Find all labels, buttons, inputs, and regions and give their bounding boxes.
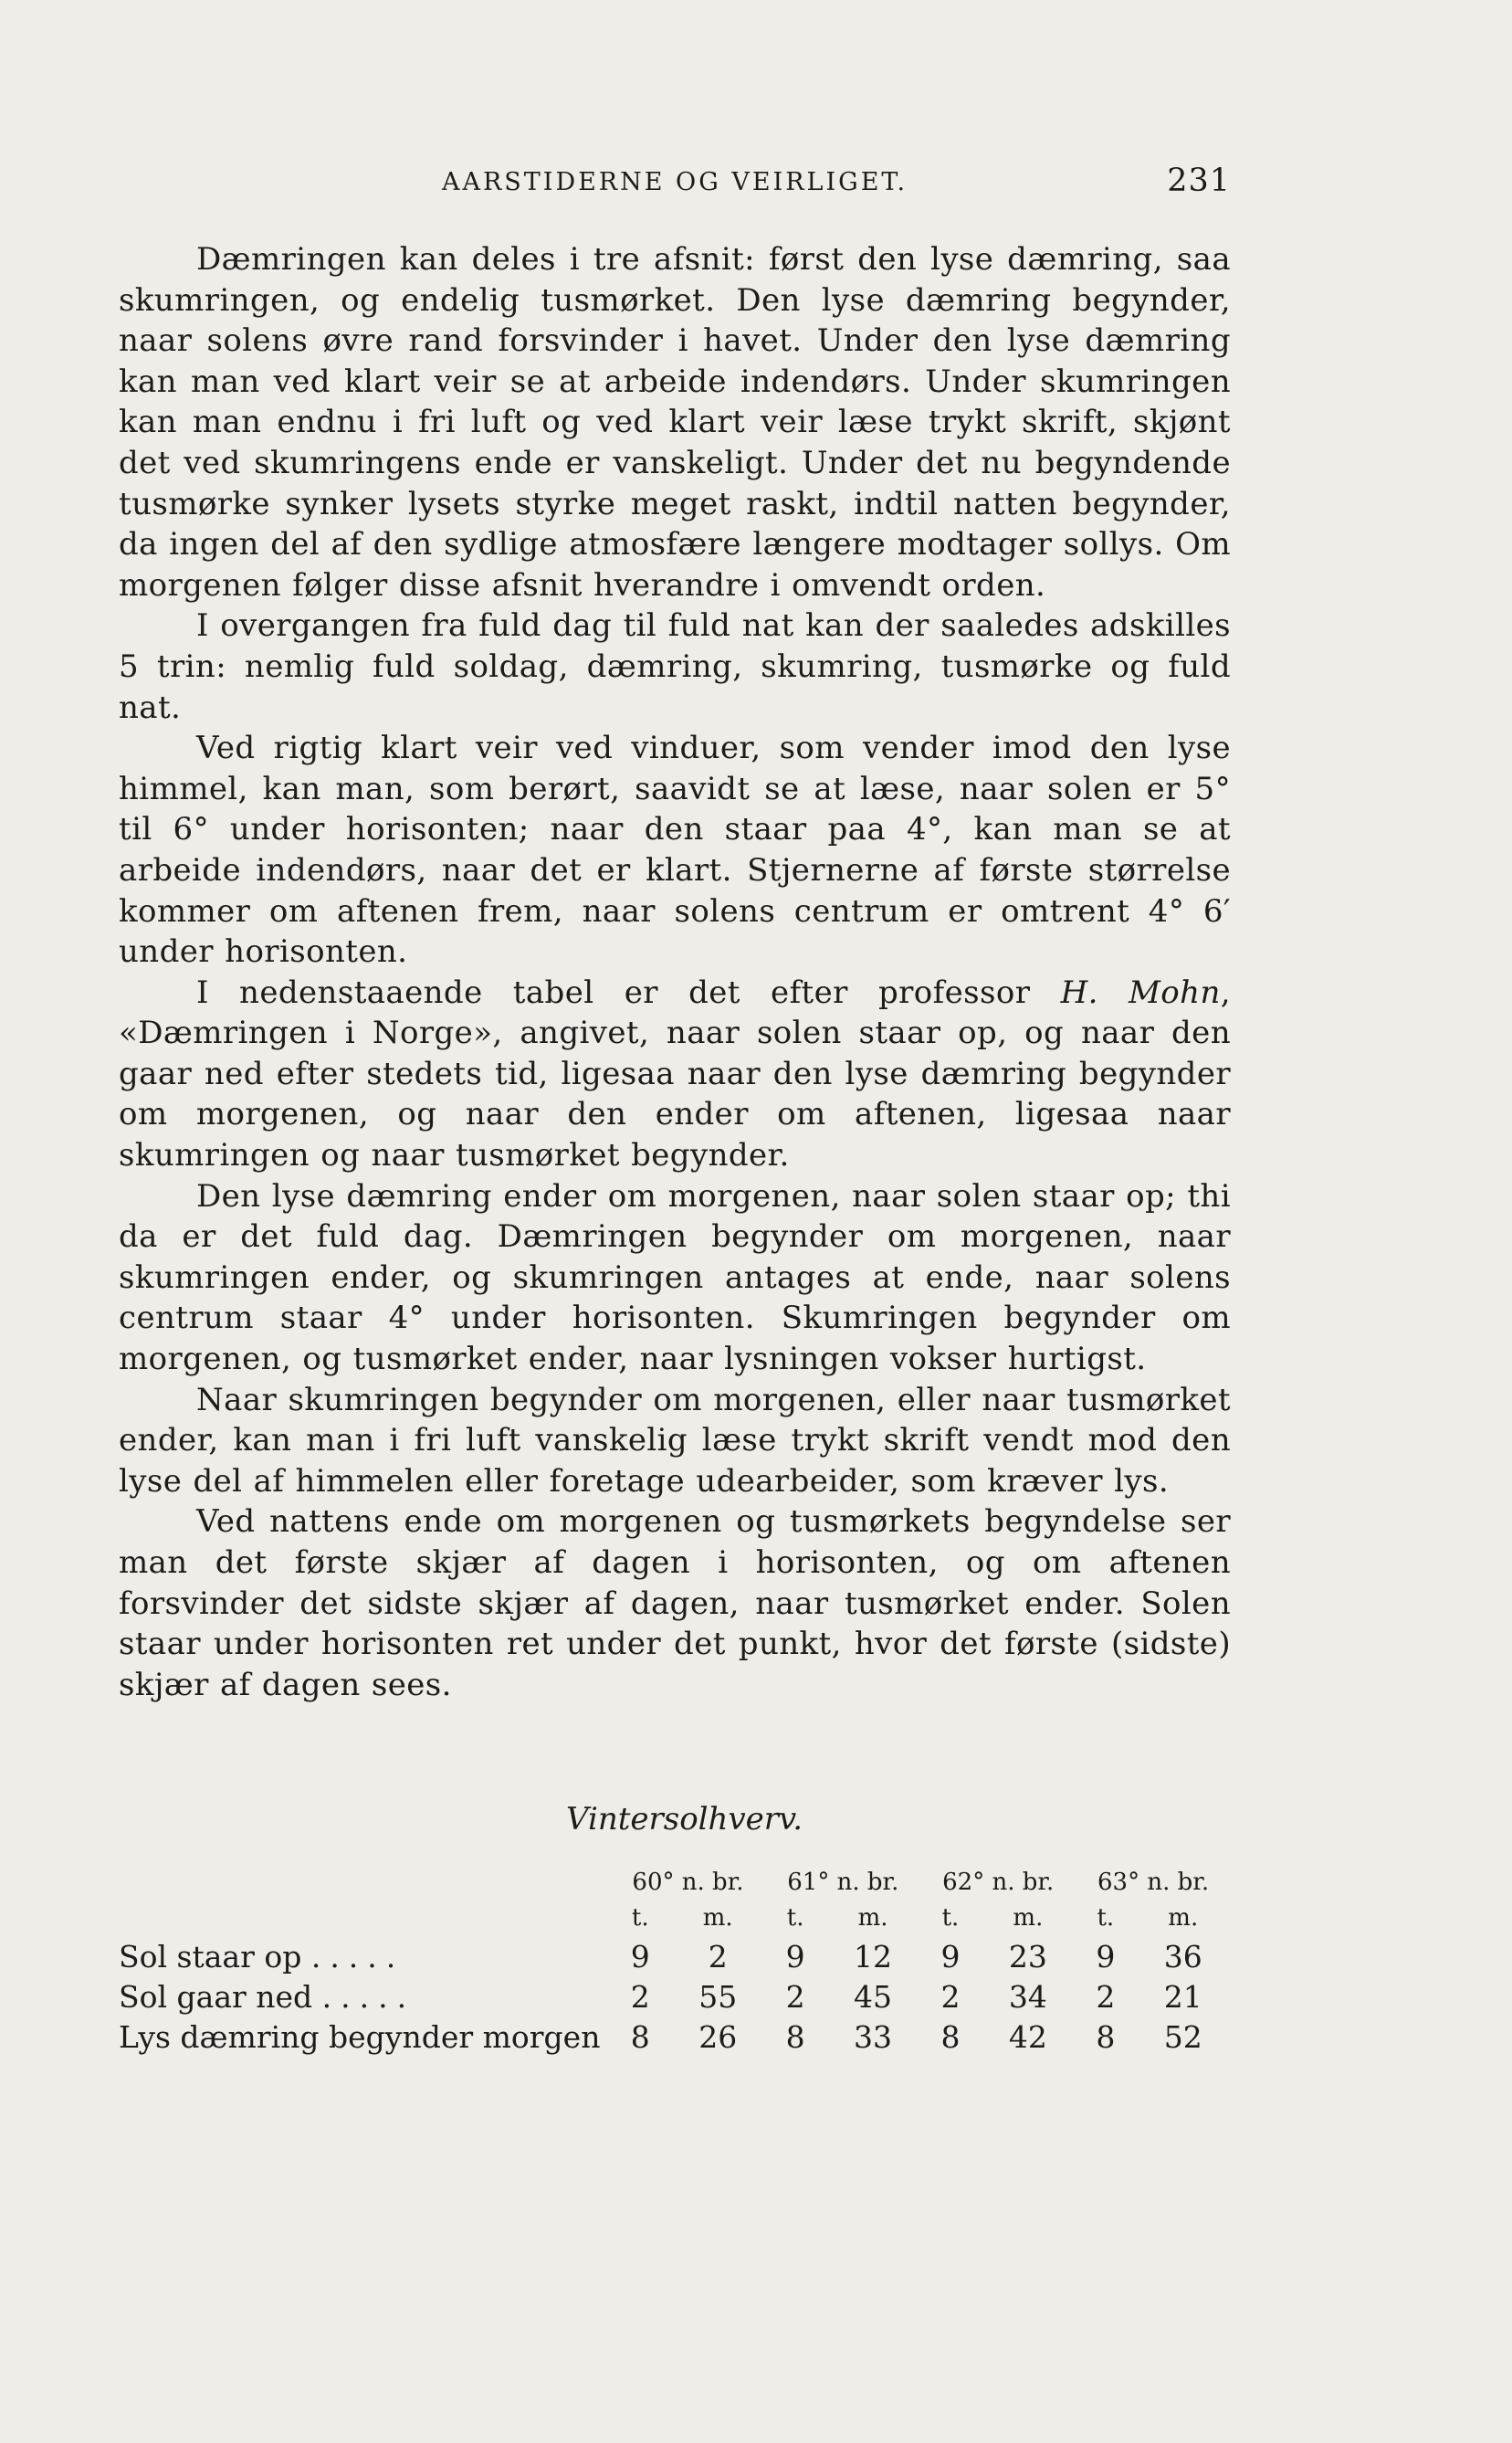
running-head: AARSTIDERNE OG VEIRLIGET. xyxy=(441,168,908,196)
value-minutes: 33 xyxy=(854,2018,893,2055)
value-minutes: 42 xyxy=(1008,2018,1047,2055)
mohn-text-after: , «Dæmringen i Norge», angivet, naar solen staar op, og naar den gaar ned efter stedets tid, ligesaa naar den lyse dæmring begynder om morgenen, og naar den ender om aftenen, ligesaa naar skumringen og naar tusmørket begynder. xyxy=(119,974,1231,1174)
value-minutes: 26 xyxy=(698,2018,738,2055)
value-minutes: 55 xyxy=(698,1978,738,2015)
value-hours: 8 xyxy=(940,2018,961,2055)
row-label-text: Sol staar op xyxy=(119,1938,302,1974)
unit-hours: t. xyxy=(631,1904,649,1932)
value-hours: 2 xyxy=(630,1978,650,2015)
leader-dots: ..... xyxy=(310,1938,405,1974)
header-spacer xyxy=(119,1900,611,1936)
unit-minutes: m. xyxy=(702,1904,733,1932)
header-spacer xyxy=(119,1865,611,1900)
latitude-header: 60° n. br. xyxy=(632,1869,744,1896)
row-label xyxy=(119,2017,611,2057)
body-text xyxy=(119,239,1231,1705)
paragraph-first-light: Ved nattens ende om morgenen og tusmørkets begyndelse ser man det første skjær af dagen i horisonten, og om aftenen forsvinder det sidste skjær af dagen, naar tusmørket ender. Solen staar under horisonten ret under det punkt, hvor det første (sidste) skjær af dagen sees. xyxy=(119,1503,1231,1703)
value-hours: 9 xyxy=(630,1938,650,1974)
unit-hours: t. xyxy=(1097,1904,1115,1932)
latitude-header: 63° n. br. xyxy=(1097,1869,1210,1896)
latitude-header: 62° n. br. xyxy=(942,1869,1055,1896)
row-label-text: Sol gaar ned xyxy=(119,1978,313,2015)
mohn-text-before: I nedenstaaende tabel er det efter professor xyxy=(196,974,1061,1011)
unit-minutes: m. xyxy=(1168,1904,1199,1932)
unit-hours: t. xyxy=(786,1904,804,1932)
value-minutes: 34 xyxy=(1008,1978,1047,2015)
value-minutes: 21 xyxy=(1163,1978,1202,2015)
latitude-header-row xyxy=(119,1865,1231,1900)
paragraph-five-stages: I overgangen fra fuld dag til fuld nat kan der saaledes adskilles 5 trin: nemlig fuld soldag, dæmring, skumring, tusmørke og fuld nat. xyxy=(119,607,1231,726)
author-name: H. Mohn xyxy=(1060,974,1221,1011)
leader-dots: ..... xyxy=(321,1978,416,2015)
unit-minutes: m. xyxy=(857,1904,888,1932)
value-hours: 8 xyxy=(630,2018,650,2055)
unit-hours: t. xyxy=(941,1904,960,1932)
paragraph-mohn-table xyxy=(119,973,1231,1176)
value-hours: 9 xyxy=(1096,1938,1116,1974)
paragraph-dawn-ends: Den lyse dæmring ender om morgenen, naar solen staar op; thi da er det fuld dag. Dæmringen begynder om morgenen, naar skumringen ender, og skumringen antages at ende, naar solens centrum staar 4° under horisonten. Skumringen begynder om morgenen, og tusmørket ender, naar lysningen vokser hurtigst. xyxy=(119,1177,1231,1378)
unit-header-row xyxy=(119,1900,1231,1936)
value-hours: 9 xyxy=(785,1938,805,1974)
table-row xyxy=(119,1936,1231,1976)
value-hours: 2 xyxy=(1096,1978,1116,2015)
value-minutes: 12 xyxy=(854,1938,893,1974)
page-header xyxy=(119,163,1231,203)
table-title: Vintersolhverv. xyxy=(566,1801,803,1838)
value-minutes: 36 xyxy=(1163,1938,1202,1974)
paragraph-reading-light: Ved rigtig klart veir ved vinduer, som vender imod den lyse himmel, kan man, som berørt, saavidt se at læse, naar solen er 5° til 6° under horisonten; naar den staar paa 4°, kan man se at arbeide indendørs, naar det er klart. Stjernerne af første størrelse kommer om aftenen frem, naar solens centrum er omtrent 4° 6′ under horisonten. xyxy=(119,730,1231,971)
value-hours: 8 xyxy=(1096,2018,1116,2055)
paragraph-twilight-reading: Naar skumringen begynder om morgenen, eller naar tusmørket ender, kan man i fri luft vanskelig læse trykt skrift vendt mod den lyse del af himmelen eller foretage udearbeider, som kræver lys. xyxy=(119,1381,1231,1500)
unit-minutes: m. xyxy=(1013,1904,1044,1932)
winter-solstice-table xyxy=(119,1865,1231,2057)
value-minutes: 23 xyxy=(1008,1938,1047,1974)
row-label-text: Lys dæmring begynder morgen xyxy=(119,2018,601,2055)
table-row xyxy=(119,1976,1231,2017)
value-minutes: 52 xyxy=(1163,2018,1202,2055)
row-label xyxy=(119,1936,611,1976)
value-hours: 2 xyxy=(785,1978,805,2015)
value-hours: 8 xyxy=(785,2018,805,2055)
value-hours: 9 xyxy=(940,1938,961,1974)
latitude-header: 61° n. br. xyxy=(787,1869,899,1896)
value-minutes: 45 xyxy=(854,1978,893,2015)
page-number: 231 xyxy=(1167,163,1231,199)
table-row xyxy=(119,2017,1231,2057)
row-label xyxy=(119,1976,611,2017)
value-minutes: 2 xyxy=(708,1938,728,1974)
value-hours: 2 xyxy=(940,1978,961,2015)
paragraph-dawn-phases: Dæmringen kan deles i tre afsnit: først den lyse dæmring, saa skumringen, og endelig tusmørket. Den lyse dæmring begynder, naar solens øvre rand forsvinder i havet. Under den lyse dæmring kan man ved klart veir se at arbeide indendørs. Under skumringen kan man endnu i fri luft og ved klart veir læse trykt skrift, skjønt det ved skumringens ende er vanskeligt. Under det nu begyndende tusmørke synker lysets styrke meget raskt, indtil natten begynder, da ingen del af den sydlige atmosfære længere modtager sollys. Om morgenen følger disse afsnit hverandre i omvendt orden. xyxy=(119,241,1231,604)
